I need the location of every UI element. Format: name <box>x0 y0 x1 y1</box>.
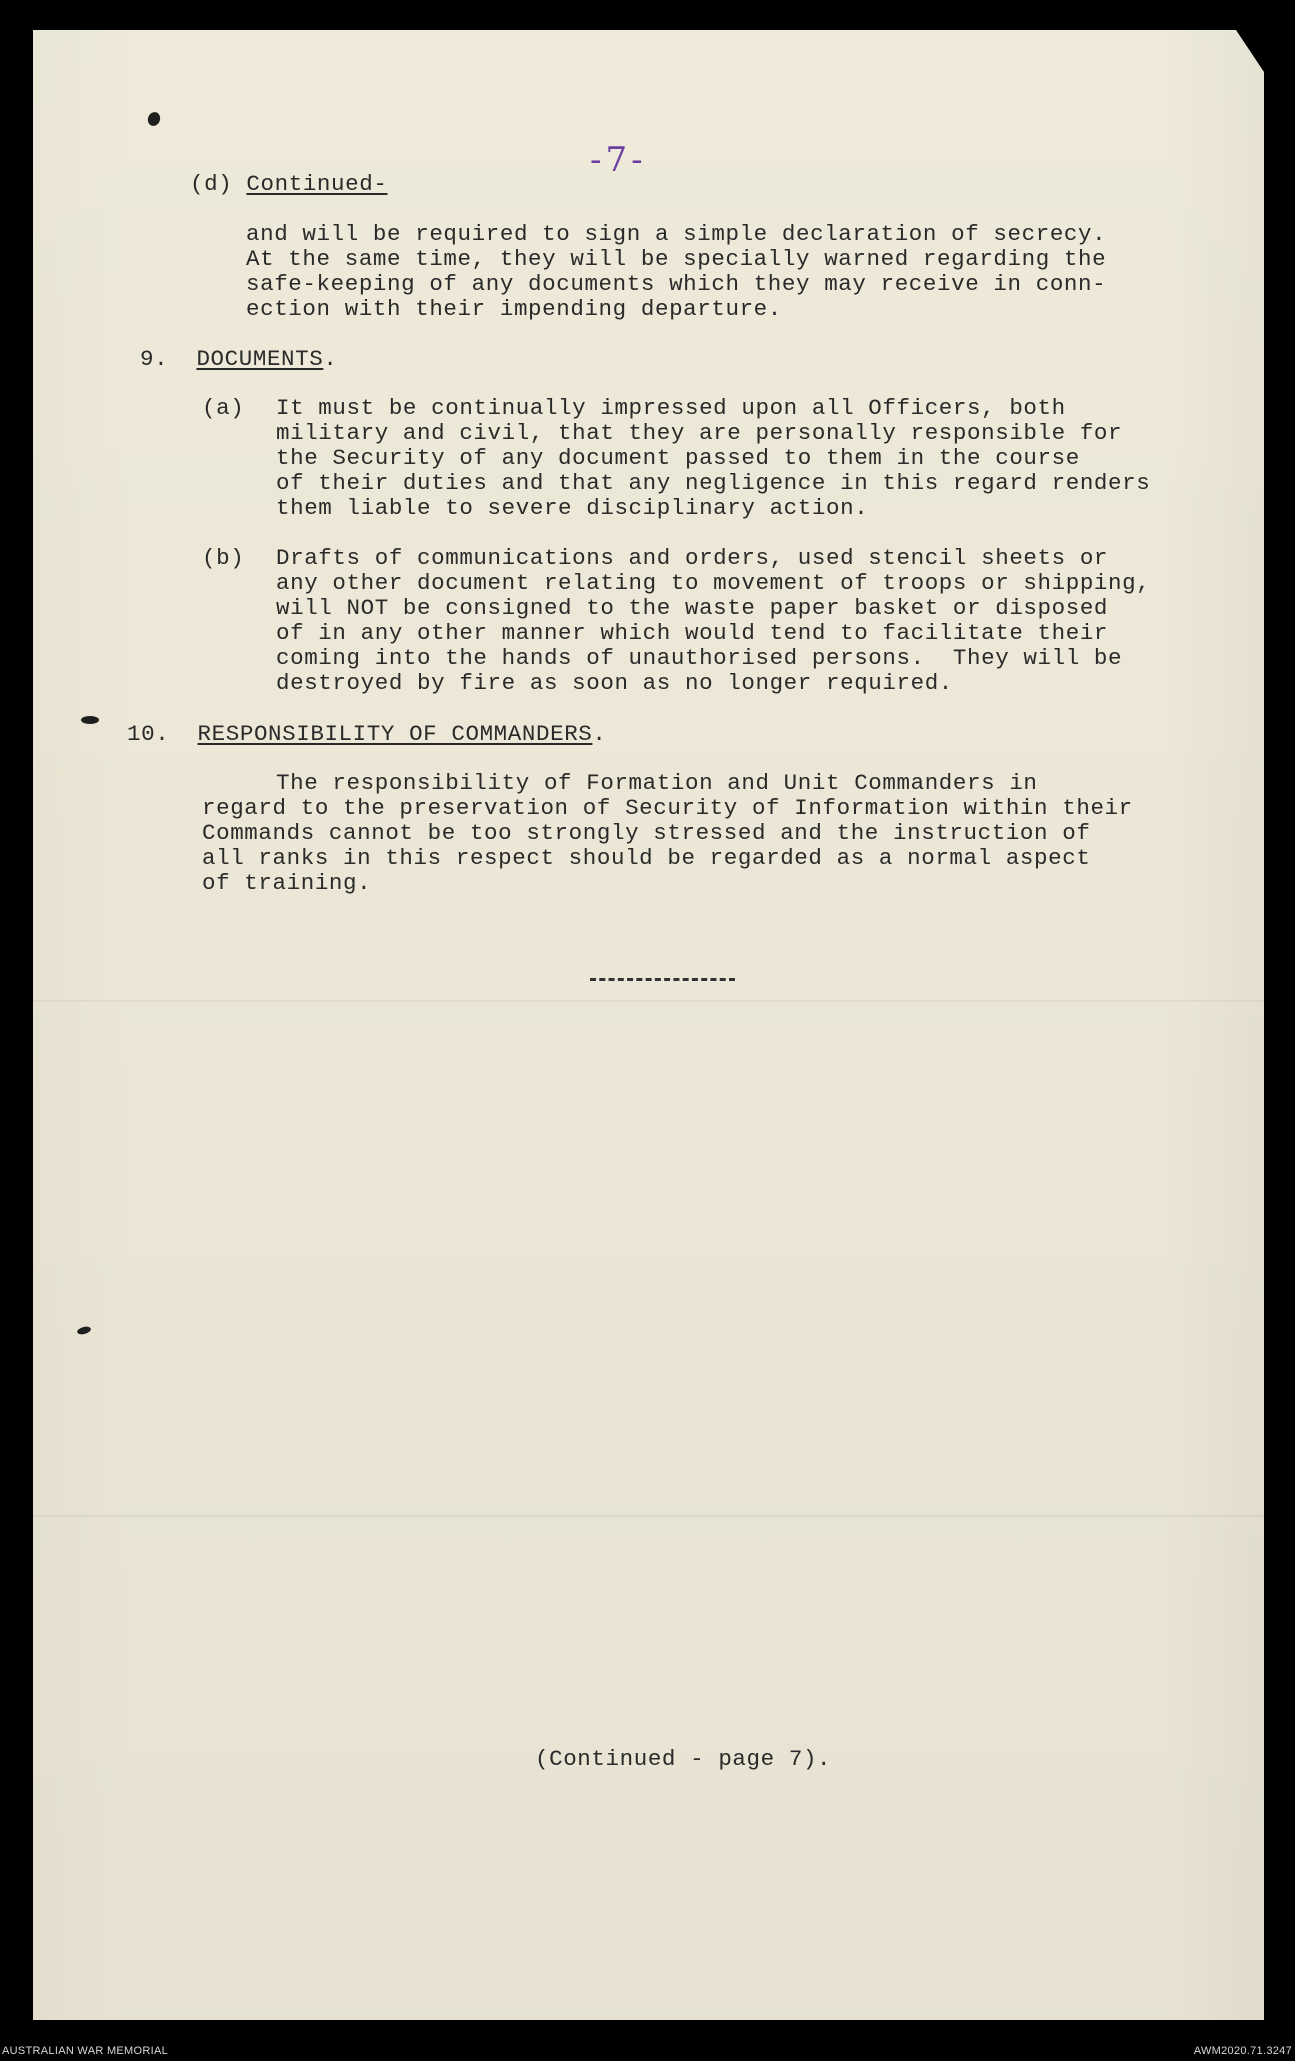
paper-fold <box>33 1000 1264 1002</box>
section-d-line: and will be required to sign a simple declaration of secrecy. <box>246 221 1107 247</box>
paper-fold <box>33 1515 1264 1517</box>
para-b-line: coming into the hands of unauthorised persons. They will be <box>276 645 1123 671</box>
section-10-line: regard to the preservation of Security of Information within their <box>202 795 1133 821</box>
section-d-line: ection with their impending departure. <box>246 296 782 322</box>
section-d-heading <box>190 172 387 197</box>
punch-hole <box>76 1325 91 1335</box>
section-d-letter: (d) <box>190 171 233 197</box>
para-a-line: military and civil, that they are personally responsible for <box>276 420 1123 446</box>
section-10-line: all ranks in this respect should be regarded as a normal aspect <box>202 845 1091 871</box>
punch-hole <box>146 110 162 127</box>
para-b-line: any other document relating to movement of troops or shipping, <box>276 570 1151 596</box>
para-a-line: of their duties and that any negligence in this regard renders <box>276 470 1151 496</box>
section-10-title: RESPONSIBILITY OF COMMANDERS <box>197 721 593 747</box>
section-10-number: 10. <box>127 721 170 747</box>
para-a-line: them liable to severe disciplinary action. <box>276 495 869 521</box>
section-divider <box>590 978 735 981</box>
para-a-label: (a) <box>202 395 245 421</box>
section-d-line: At the same time, they will be specially warned regarding the <box>246 246 1107 272</box>
section-9-heading: 9. DOCUMENTS. <box>140 346 338 372</box>
section-10-heading: 10. RESPONSIBILITY OF COMMANDERS. <box>127 721 607 747</box>
section-10-line: of training. <box>202 870 372 896</box>
para-b-line: destroyed by fire as soon as no longer required. <box>276 670 953 696</box>
para-b-line: of in any other manner which would tend to facilitate their <box>276 620 1109 646</box>
document-page <box>33 30 1264 2020</box>
para-a-line: It must be continually impressed upon all Officers, both <box>276 395 1066 421</box>
torn-corner <box>1236 30 1264 72</box>
section-10-line: The responsibility of Formation and Unit Commanders in <box>276 770 1038 796</box>
para-b-line: will NOT be consigned to the waste paper basket or disposed <box>276 595 1109 621</box>
punch-hole <box>81 716 99 724</box>
para-b-label: (b) <box>202 545 245 571</box>
archive-reference: AWM2020.71.3247 <box>1193 2045 1292 2057</box>
section-9-number: 9. <box>140 346 169 372</box>
page-number: -7- <box>590 140 647 180</box>
section-10-line: Commands cannot be too strongly stressed and the instruction of <box>202 820 1091 846</box>
continued-note: (Continued - page 7). <box>535 1746 832 1772</box>
para-b-line: Drafts of communications and orders, used stencil sheets or <box>276 545 1109 571</box>
section-d-line: safe-keeping of any documents which they may receive in conn- <box>246 271 1107 297</box>
archive-credit: AUSTRALIAN WAR MEMORIAL <box>2 2045 169 2057</box>
section-d-heading-text: Continued- <box>246 171 388 197</box>
section-9-title: DOCUMENTS <box>196 346 324 372</box>
para-a-line: the Security of any document passed to them in the course <box>276 445 1080 471</box>
